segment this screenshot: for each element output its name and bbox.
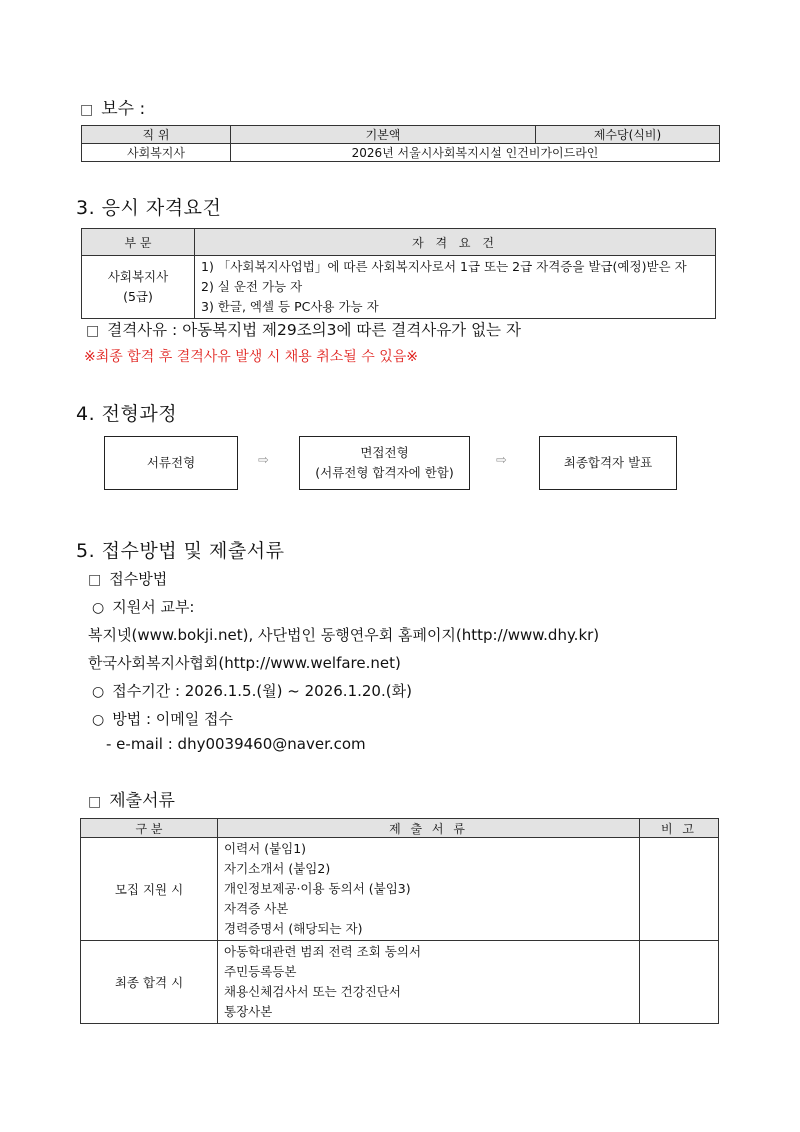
step-sublabel: (서류전형 합격자에 한함) [315,465,454,480]
note-cell [640,838,719,941]
salary-table [81,125,720,162]
email-line: - e-mail : dhy0039460@naver.com [106,735,366,753]
documents-cell [218,941,640,1024]
circle-bullet-icon: ○ [92,712,105,728]
requirement-item: 2) 실 운전 가능 자 [201,279,303,294]
note-cell [640,941,719,1024]
header-dept: 부 문 [82,229,195,256]
document-item: 개인정보제공·이용 동의서 (붙임3) [224,881,411,896]
disqualification-text: 결격사유 : 아동복지법 제29조의3에 따른 결격사유가 없는 자 [107,321,521,339]
circle-bullet-icon: ○ [92,684,105,700]
method-heading [88,568,167,589]
dept-cell [82,256,195,319]
docs-heading [88,786,175,811]
checkbox-square-icon: □ [80,102,94,118]
section3-title: 3. 응시 자격요건 [76,197,222,219]
bullet-text: 지원서 교부: [112,598,195,616]
period-text: 접수기간 : 2026.1.5.(월) ~ 2026.1.20.(화) [112,682,412,700]
document-item: 경력증명서 (해당되는 자) [224,921,363,936]
dept-name: 사회복지사 [107,269,169,284]
step-label: 서류전형 [146,455,196,470]
requirement-item: 3) 한글, 엑셀 등 PC사용 가능 자 [201,299,379,314]
warning-text: ※최종 합격 후 결격사유 발생 시 채용 취소될 수 있음※ [84,349,418,365]
arrow-right-icon: ⇨ [496,453,507,468]
section5-title: 5. 접수방법 및 제출서류 [76,540,285,562]
bullet-method [92,708,233,729]
document-item: 이력서 (붙임1) [224,841,307,856]
header-documents: 제 출 서 류 [218,819,640,838]
sites-line-1: 복지넷(www.bokji.net), 사단법인 동행연우회 홈페이지(http://www.dhy.kr) [88,626,600,644]
step-document-screening [104,436,238,490]
checkbox-square-icon: □ [86,323,100,339]
position-cell: 사회복지사 [82,144,231,162]
document-item: 아동학대관련 범죄 전력 조회 동의서 [224,944,422,959]
document-item: 자격증 사본 [224,901,289,916]
docs-heading-text: 제출서류 [109,791,175,811]
document-item: 통장사본 [224,1004,273,1019]
sites-line-2: 한국사회복지사협회(http://www.welfare.net) [88,654,401,672]
document-item: 주민등록등본 [224,964,297,979]
checkbox-square-icon: □ [88,572,102,588]
step-interview [299,436,470,490]
document-item: 자기소개서 (붙임2) [224,861,331,876]
bullet-period [92,680,412,701]
documents-table [80,818,719,1024]
step-final-announcement [539,436,677,490]
category-cell: 모집 지원 시 [81,838,218,941]
arrow-right-icon: ⇨ [258,453,269,468]
header-base-pay: 기본액 [231,126,536,144]
salary-heading-text: 보수 : [101,99,146,119]
header-note: 비 고 [640,819,719,838]
dept-grade: (5급) [123,289,153,304]
checkbox-square-icon: □ [88,794,102,810]
bullet-application-form [92,596,195,617]
section4-title: 4. 전형과정 [76,403,178,425]
requirements-cell [195,256,716,319]
step-label: 면접전형 [360,445,409,460]
requirement-item: 1) 「사회복지사업법」에 따른 사회복지사로서 1급 또는 2급 자격증을 발급(예정)받은 자 [201,259,687,274]
header-position: 직 위 [82,126,231,144]
qualification-table [81,228,716,319]
method-heading-text: 접수방법 [109,570,168,588]
documents-cell [218,838,640,941]
document-item: 채용신체검사서 또는 건강진단서 [224,984,401,999]
circle-bullet-icon: ○ [92,600,105,616]
header-requirements: 자 격 요 건 [195,229,716,256]
header-category: 구 분 [81,819,218,838]
disqualification-line [86,318,521,340]
header-allowance: 제수당(식비) [536,126,720,144]
method-text: 방법 : 이메일 접수 [112,710,234,728]
category-cell: 최종 합격 시 [81,941,218,1024]
salary-value-cell: 2026년 서울시사회복지시설 인건비가이드라인 [231,144,720,162]
step-label: 최종합격자 발표 [563,455,653,470]
salary-heading [80,94,145,119]
